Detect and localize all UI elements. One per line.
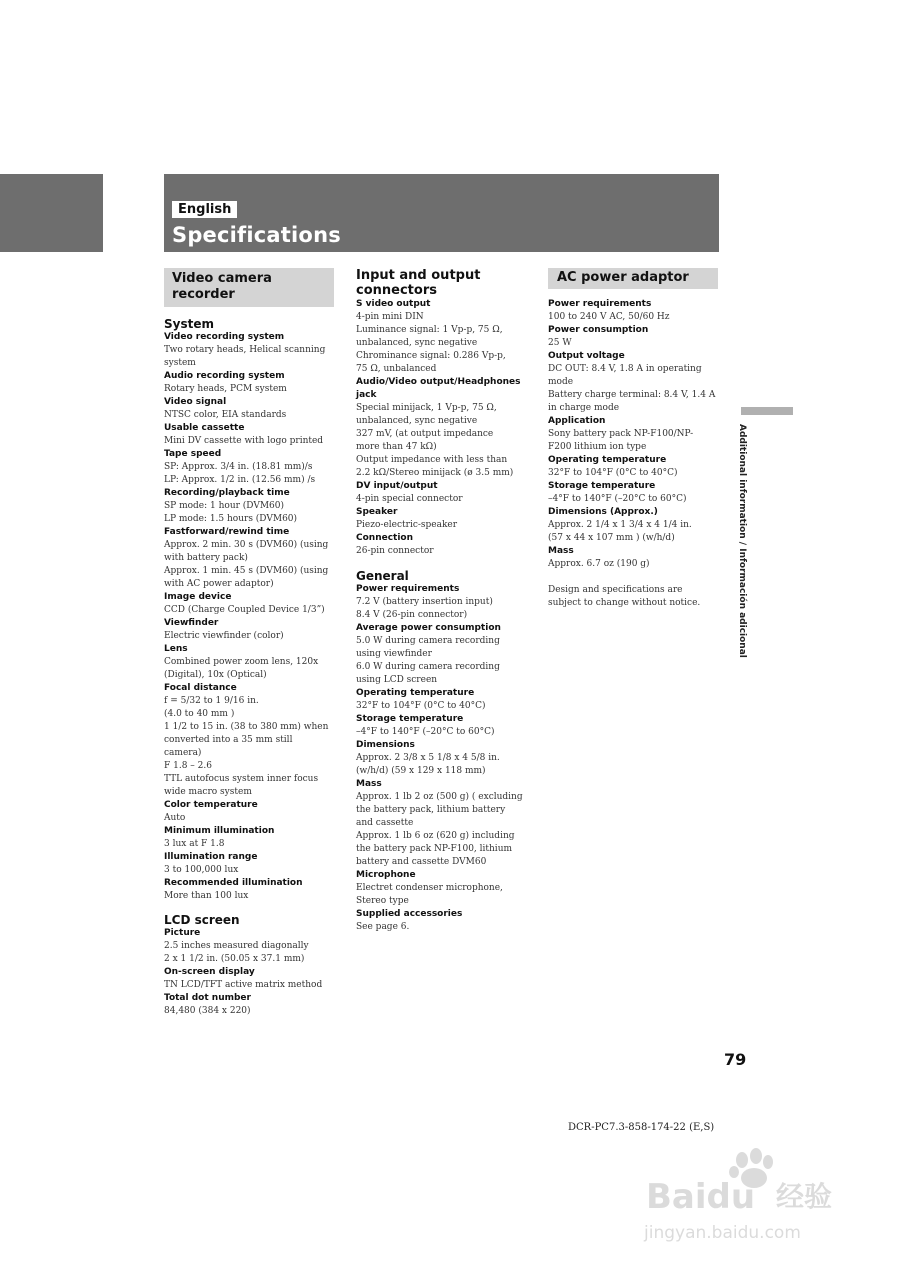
side-tab-bar [741, 407, 793, 415]
spec-value-line: LP: Approx. 1/2 in. (12.56 mm) /s [164, 475, 316, 485]
column-input-output-connectors [356, 268, 531, 934]
spec-label: Connection [356, 533, 414, 543]
spec-value-line: 2.2 kΩ/Stereo minijack (ø 3.5 mm) [356, 468, 514, 478]
spec-value-line: 3 to 100,000 lux [164, 865, 239, 875]
spec-label: Microphone [356, 870, 416, 880]
spec-value-line: Approx. 1 lb 2 oz (500 g) ( excluding [356, 792, 523, 802]
spec-value-line: 84,480 (384 x 220) [164, 1006, 251, 1016]
spec-value-line: 75 Ω, unbalanced [356, 364, 437, 374]
footnote [548, 584, 720, 610]
spec-label: Fastforward/rewind time [164, 527, 290, 537]
spec-label: Audio/Video output/Headphones jack [356, 377, 521, 400]
spec-value-line: Output impedance with less than [356, 455, 508, 465]
spec-value-line: mode [548, 377, 574, 387]
spec-label: Power requirements [356, 584, 460, 594]
spec-label: Illumination range [164, 852, 258, 862]
spec-label: On-screen display [164, 967, 255, 977]
spec-label: Lens [164, 644, 188, 654]
spec-value-line: (Digital), 10x (Optical) [164, 670, 267, 680]
spec-value-line: Sony battery pack NP-F100/NP- [548, 429, 694, 439]
spec-label: Dimensions (Approx.) [548, 507, 658, 517]
spec-value-line: Mini DV cassette with logo printed [164, 436, 324, 446]
spec-value-line: See page 6. [356, 922, 410, 932]
spec-value-line: 2 x 1 1/2 in. (50.05 x 37.1 mm) [164, 954, 305, 964]
spec-value-line: Combined power zoom lens, 120x [164, 657, 319, 667]
spec-value-line: wide macro system [164, 787, 252, 797]
column-body [356, 298, 531, 934]
left-tab-bar [0, 174, 103, 252]
spec-label: Image device [164, 592, 232, 602]
spec-value-line: 100 to 240 V AC, 50/60 Hz [548, 312, 670, 322]
spec-value-line: with battery pack) [164, 553, 248, 563]
page-number: 79 [724, 1050, 747, 1069]
spec-value-line: in charge mode [548, 403, 620, 413]
section-heading: General [356, 569, 409, 583]
spec-label: Usable cassette [164, 423, 245, 433]
footnote-line: Design and specifications are [548, 585, 683, 595]
spec-value-line: TN LCD/TFT active matrix method [164, 980, 323, 990]
spec-label: Dimensions [356, 740, 415, 750]
spec-label: Viewfinder [164, 618, 219, 628]
spec-value-line: 25 W [548, 338, 572, 348]
side-tab-text: Additional information / Información adicional [737, 424, 747, 658]
spec-value-line: 4-pin mini DIN [356, 312, 424, 322]
spec-label: Video recording system [164, 332, 285, 342]
spec-value-line: converted into a 35 mm still [164, 735, 293, 745]
spec-label: Minimum illumination [164, 826, 275, 836]
spec-value-line: using viewfinder [356, 649, 432, 659]
column-body [548, 298, 720, 610]
spec-value-line: Two rotary heads, Helical scanning [164, 345, 326, 355]
spec-value-line: –4°F to 140°F (–20°C to 60°C) [548, 494, 687, 504]
spec-label: Storage temperature [356, 714, 464, 724]
page-title: Specifications [172, 223, 341, 247]
spec-value-line: (4.0 to 40 mm ) [164, 709, 235, 719]
spec-label: Power requirements [548, 299, 652, 309]
spec-label: Operating temperature [356, 688, 475, 698]
watermark-url: jingyan.baidu.com [644, 1223, 801, 1243]
spec-value-line: NTSC color, EIA standards [164, 410, 287, 420]
footnote-line: subject to change without notice. [548, 598, 701, 608]
model-code: DCR-PC7.3-858-174-22 (E,S) [568, 1122, 715, 1133]
spec-value-line: Rotary heads, PCM system [164, 384, 287, 394]
spec-label: Supplied accessories [356, 909, 463, 919]
spec-value-line: 2.5 inches measured diagonally [164, 941, 309, 951]
spec-value-line: 32°F to 104°F (0°C to 40°C) [548, 468, 678, 478]
column-heading: AC power adaptor [548, 268, 718, 289]
spec-value-line: more than 47 kΩ) [356, 442, 437, 452]
spec-value-line: using LCD screen [356, 675, 438, 685]
watermark-cn: 经验 [776, 1180, 833, 1213]
spec-value-line: 327 mV, (at output impedance [356, 429, 494, 439]
spec-label: Audio recording system [164, 371, 285, 381]
spec-label: Color temperature [164, 800, 258, 810]
spec-value-line: the battery pack NP-F100, lithium [356, 844, 513, 854]
spec-value-line: f = 5/32 to 1 9/16 in. [164, 696, 259, 706]
spec-value-line: –4°F to 140°F (–20°C to 60°C) [356, 727, 495, 737]
spec-label: Focal distance [164, 683, 237, 693]
spec-label: Tape speed [164, 449, 222, 459]
spec-value-line: Approx. 2 min. 30 s (DVM60) (using [164, 540, 329, 550]
spec-label: S video output [356, 299, 431, 309]
spec-value-line: Piezo-electric-speaker [356, 520, 458, 530]
spec-value-line: 26-pin connector [356, 546, 434, 556]
spec-value-line: and cassette [356, 818, 414, 828]
spec-value-line: Approx. 2 3/8 x 5 1/8 x 4 5/8 in. [356, 753, 500, 763]
spec-value-line: 6.0 W during camera recording [356, 662, 500, 672]
spec-value-line: 4-pin special connector [356, 494, 463, 504]
language-badge: English [172, 201, 237, 218]
spec-value-line: 3 lux at F 1.8 [164, 839, 225, 849]
spec-label: Mass [548, 546, 574, 556]
spec-value-line: Stereo type [356, 896, 409, 906]
spec-value-line: CCD (Charge Coupled Device 1/3”) [164, 605, 325, 615]
spec-value-line: camera) [164, 748, 202, 758]
watermark-brand: Baidu [646, 1177, 756, 1217]
header-band [164, 174, 719, 252]
spec-value-line: Luminance signal: 1 Vp-p, 75 Ω, [356, 325, 503, 335]
spec-value-line: Electric viewfinder (color) [164, 631, 284, 641]
spec-label: Recommended illumination [164, 878, 303, 888]
baidu-watermark [642, 1146, 852, 1246]
spec-label: Output voltage [548, 351, 625, 361]
spec-value-line: More than 100 lux [164, 891, 249, 901]
spec-value-line: Auto [164, 813, 186, 823]
column-video-camera-recorder [164, 268, 336, 1018]
spec-value-line: 8.4 V (26-pin connector) [356, 610, 468, 620]
section-heading: System [164, 317, 214, 331]
spec-label: DV input/output [356, 481, 438, 491]
spec-value-line: Approx. 2 1/4 x 1 3/4 x 4 1/4 in. [548, 520, 692, 530]
spec-value-line: 7.2 V (battery insertion input) [356, 597, 493, 607]
spec-value-line: (57 x 44 x 107 mm ) (w/h/d) [548, 533, 675, 543]
spec-label: Operating temperature [548, 455, 667, 465]
spec-value-line: unbalanced, sync negative [356, 338, 478, 348]
section-heading: LCD screen [164, 913, 240, 927]
spec-label: Recording/playback time [164, 488, 290, 498]
spec-value-line: the battery pack, lithium battery [356, 805, 506, 815]
spec-label: Average power consumption [356, 623, 501, 633]
spec-value-line: battery and cassette DVM60 [356, 857, 487, 867]
spec-value-line: (w/h/d) (59 x 129 x 118 mm) [356, 766, 486, 776]
spec-label: Picture [164, 928, 201, 938]
spec-value-line: unbalanced, sync negative [356, 416, 478, 426]
spec-value-line: Chrominance signal: 0.286 Vp-p, [356, 351, 506, 361]
spec-value-line: Special minijack, 1 Vp-p, 75 Ω, [356, 403, 497, 413]
spec-value-line: Battery charge terminal: 8.4 V, 1.4 A [548, 390, 716, 400]
spec-value-line: F200 lithium ion type [548, 442, 647, 452]
spec-value-line: F 1.8 – 2.6 [164, 761, 212, 771]
spec-label: Speaker [356, 507, 398, 517]
spec-label: Video signal [164, 397, 227, 407]
spec-value-line: DC OUT: 8.4 V, 1.8 A in operating [548, 364, 702, 374]
spec-value-line: Approx. 1 lb 6 oz (620 g) including [356, 831, 515, 841]
spec-label: Application [548, 416, 606, 426]
spec-value-line: 32°F to 104°F (0°C to 40°C) [356, 701, 486, 711]
spec-label: Power consumption [548, 325, 649, 335]
spec-label: Total dot number [164, 993, 251, 1003]
spec-value-line: SP mode: 1 hour (DVM60) [164, 501, 285, 511]
spec-value-line: TTL autofocus system inner focus [164, 774, 319, 784]
spec-value-line: Approx. 6.7 oz (190 g) [548, 559, 650, 569]
column-ac-power-adaptor [548, 268, 720, 610]
column-body [164, 317, 336, 1018]
spec-value-line: SP: Approx. 3/4 in. (18.81 mm)/s [164, 462, 313, 472]
spec-value-line: 5.0 W during camera recording [356, 636, 500, 646]
spec-value-line: LP mode: 1.5 hours (DVM60) [164, 514, 298, 524]
spec-value-line: Electret condenser microphone, [356, 883, 503, 893]
spec-label: Storage temperature [548, 481, 656, 491]
spec-label: Mass [356, 779, 382, 789]
spec-value-line: with AC power adaptor) [164, 579, 274, 589]
column-heading: Video camera recorder [164, 268, 334, 307]
spec-value-line: Approx. 1 min. 45 s (DVM60) (using [164, 566, 329, 576]
spec-value-line: system [164, 358, 196, 368]
column-heading: Input and output connectors [356, 268, 481, 298]
spec-value-line: 1 1/2 to 15 in. (38 to 380 mm) when [164, 722, 329, 732]
